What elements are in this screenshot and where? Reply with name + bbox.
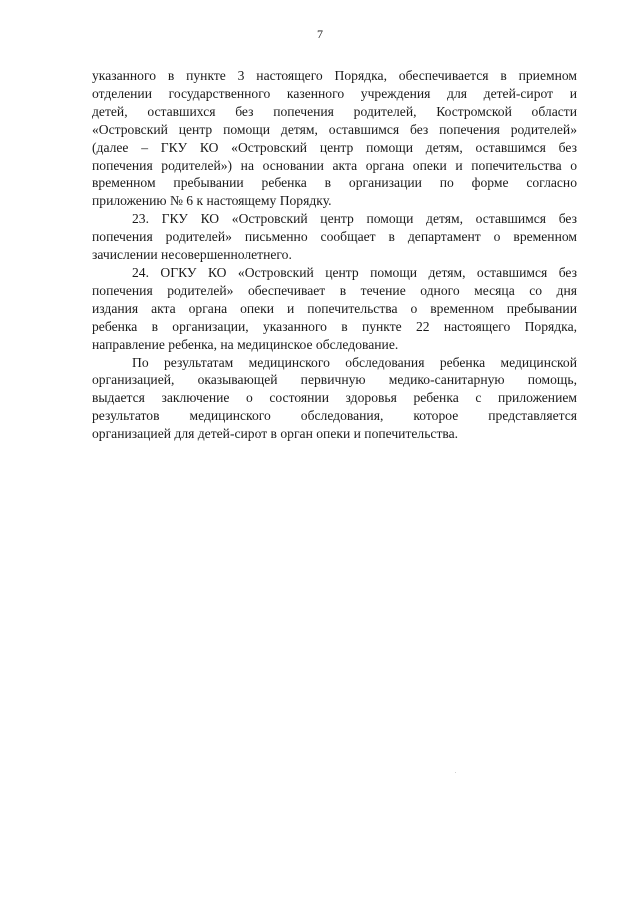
- text-line: По результатам медицинского обследования ребенка медицинской: [132, 354, 577, 370]
- scan-speck: [455, 772, 456, 773]
- paragraph-item-23: [92, 210, 577, 264]
- text-line: 24. ОГКУ КО «Островский центр помощи детям, оставшимся без: [132, 264, 577, 280]
- text-line: указанного в пункте 3 настоящего Порядка, обеспечивается в приемном: [92, 68, 577, 83]
- paragraph-medical-results: [92, 354, 577, 444]
- text-line: попечения родителей») на основании акта органа опеки и попечительства о: [92, 157, 577, 173]
- text-line: зачислении несовершеннолетнего.: [92, 247, 292, 263]
- text-line: результатов медицинского обследования, которое представляется: [92, 408, 577, 424]
- text-line: 23. ГКУ КО «Островский центр помощи детям, оставшимся без: [132, 211, 577, 227]
- text-line: приложению № 6 к настоящему Порядку.: [92, 193, 332, 209]
- text-line: организацией, оказывающей первичную медико-санитарную помощь,: [92, 372, 577, 388]
- text-line: попечения родителей» письменно сообщает в департамент о временном: [92, 229, 577, 245]
- text-line: попечения родителей» обеспечивает в течение одного месяца со дня: [92, 282, 577, 298]
- paragraph-item-24: [92, 264, 577, 354]
- text-line: (далее – ГКУ КО «Островский центр помощи детям, оставшимся без: [92, 139, 577, 155]
- text-line: выдается заключение о состоянии здоровья ребенка с приложением: [92, 390, 577, 406]
- text-line: организацией для детей-сирот в орган опеки и попечительства.: [92, 426, 459, 442]
- text-line: направление ребенка, на медицинское обследование.: [92, 336, 399, 352]
- text-line: отделении государственного казенного учреждения для детей-сирот и: [92, 85, 577, 101]
- paragraph-continuation: [92, 67, 577, 210]
- text-line: издания акта органа опеки и попечительства о временном пребывании: [92, 300, 577, 316]
- page-number: 7: [317, 27, 323, 41]
- text-line: временном пребывании ребенка в организации по форме согласно: [92, 175, 577, 191]
- text-line: «Островский центр помощи детям, оставшимся без попечения родителей»: [92, 121, 577, 137]
- text-line: ребенка в организации, указанного в пункте 22 настоящего Порядка,: [92, 318, 577, 334]
- text-line: детей, оставшихся без попечения родителей, Костромской области: [92, 103, 577, 119]
- document-body: [92, 67, 577, 443]
